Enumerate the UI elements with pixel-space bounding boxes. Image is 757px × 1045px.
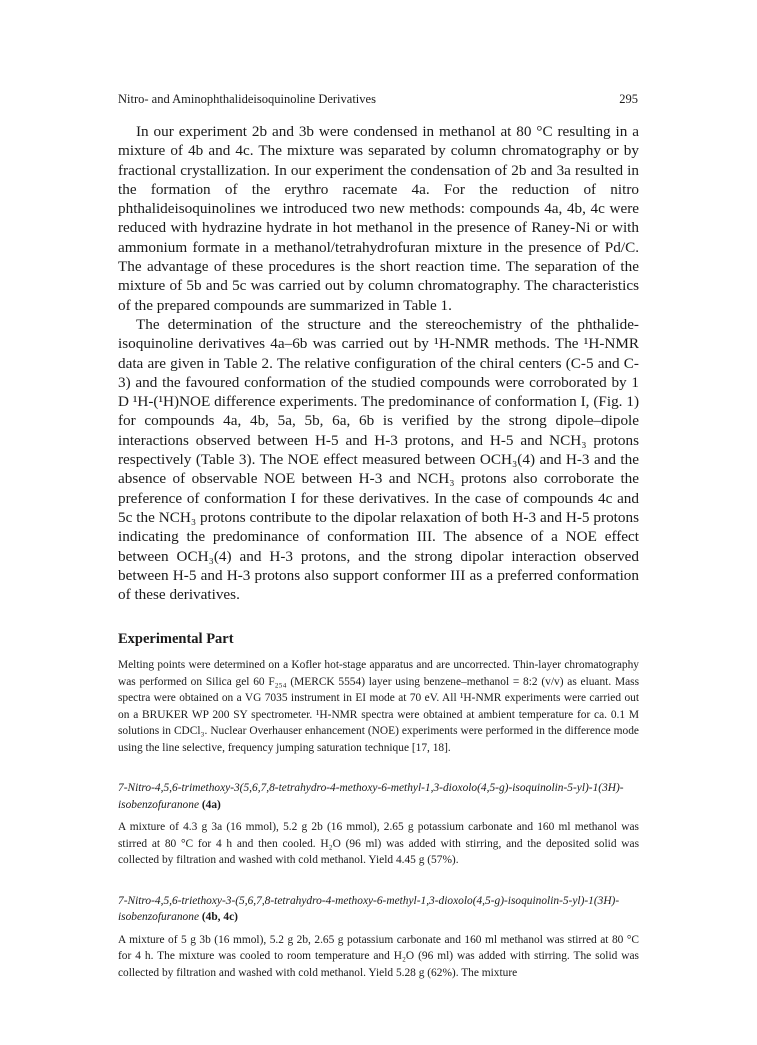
running-title: Nitro- and Aminophthalideisoquinoline Derivatives bbox=[118, 92, 376, 106]
paragraph-condensation: In our experiment 2b and 3b were condensed in methanol at 80 °C resulting in a mixture of 4b and 4c. The mixture was separated by column chromatography or by fractional crystallization. In our experiment the condensation of 2b and 3a resulted in the formation of the erythro racemate 4a. For the reduction of nitro phthalideisoquinolines we introduced two new methods: compounds 4a, 4b, 4c were reduced with hydrazine hydrate in hot methanol in the presence of Raney-Ni or with ammonium formate in a methanol/tetrahydrofuran mixture in the presence of Pd/C. The advantage of these procedures is the short reaction time. The separation of the mixture of 5b and 5c was carried out by column chromatography. The characteristics of the prepared compounds are summarized in Table 1. bbox=[118, 123, 639, 314]
compound-name-4a: 7-Nitro-4,5,6-trimethoxy-3(5,6,7,8-tetrahydro-4-methoxy-6-methyl-1,3-dioxolo(4,5-g)-isoquinolin-5-yl)-1(3H)-isobenzofuranone bbox=[118, 782, 624, 811]
compound-title-4b-4c bbox=[118, 893, 639, 926]
running-head bbox=[118, 92, 638, 107]
page-number: 295 bbox=[619, 92, 638, 106]
compound-title-4a bbox=[118, 780, 639, 813]
compound-label-4b-4c: (4b, 4c) bbox=[201, 911, 238, 924]
procedure-4b-4c: A mixture of 5 g 3b (16 mmol), 5.2 g 2b, 2.65 g potassium carbonate and 160 ml methanol was stirred at 80 °C for 4 h. The mixture was cooled to room temperature and H₂O (96 ml) was added with stirring. The solid was collected by filtration and washed with cold methanol. Yield 5.28 g (62%). The mixture bbox=[118, 933, 639, 979]
discussion-section bbox=[118, 122, 639, 604]
compound-label-4a: (4a) bbox=[201, 798, 221, 811]
paragraph-stereochemistry: The determination of the structure and the stereochemistry of the phthalide-isoquinoline derivatives 4a–6b was carried out by ¹H-NMR methods. The ¹H-NMR data are given in Table 2. The relative configuration of the chiral centers (C-5 and C-3) and the favoured conformation of the studied compounds were corroborated by 1 D ¹H-(¹H)NOE difference experiments. The predominance of conformation I, (Fig. 1) for compounds 4a, 4b, 5a, 5b, 6a, 6b is verified by the strong dipole–dipole interactions observed between H-5 and H-3 protons, and H-5 and NCH₃ protons respectively (Table 3). The NOE effect measured between OCH₃(4) and H-3 and the absence of observable NOE between H-3 and NCH₃ protons also corroborate the preference of conformation I for these derivatives. In the case of compounds 4c and 5c the NCH₃ protons contribute to the dipolar relaxation of both H-3 and H-5 protons indicating the predominance of conformation III. The absence of a NOE effect between OCH₃(4) and H-3 protons, and the strong dipolar interaction observed between H-5 and H-3 protons also support conformer III as a preferred conformation of these derivatives. bbox=[118, 315, 639, 604]
experimental-intro: Melting points were determined on a Kofler hot-stage apparatus and are uncorrected. Thin-layer chromatography was performed on Silica gel 60 F₂₅₄ (MERCK 5554) layer using benzene–methanol = 8:2 (v/v) as eluant. Mass spectra were obtained on a VG 7035 instrument in EI mode at 70 eV. All ¹H-NMR experiments were carried out on a BRUKER WP 200 SY spectrometer. ¹H-NMR spectra were obtained at ambient temperature for ca. 0.1 M solutions in CDCl₃. Nuclear Overhauser enhancement (NOE) experiments were performed in the difference mode using the line selective, frequency jumping saturation technique [17, 18]. bbox=[118, 659, 639, 754]
page-body bbox=[118, 122, 639, 981]
section-heading-experimental: Experimental Part bbox=[118, 631, 234, 648]
procedure-4a: A mixture of 4.3 g 3a (16 mmol), 5.2 g 2b (16 mmol), 2.65 g potassium carbonate and 160 ml methanol was stirred at 80 °C for 4 h and then cooled. H₂O (96 ml) was added with stirring, and the deposited solid was collected by filtration and washed with cold methanol. Yield 4.45 g (57%). bbox=[118, 821, 639, 867]
compound-name-4b-4c: 7-Nitro-4,5,6-triethoxy-3-(5,6,7,8-tetrahydro-4-methoxy-6-methyl-1,3-dioxolo(4,5-g)-isoquinolin-5-yl)-1(3H)-isobenzofuranone bbox=[118, 894, 620, 924]
